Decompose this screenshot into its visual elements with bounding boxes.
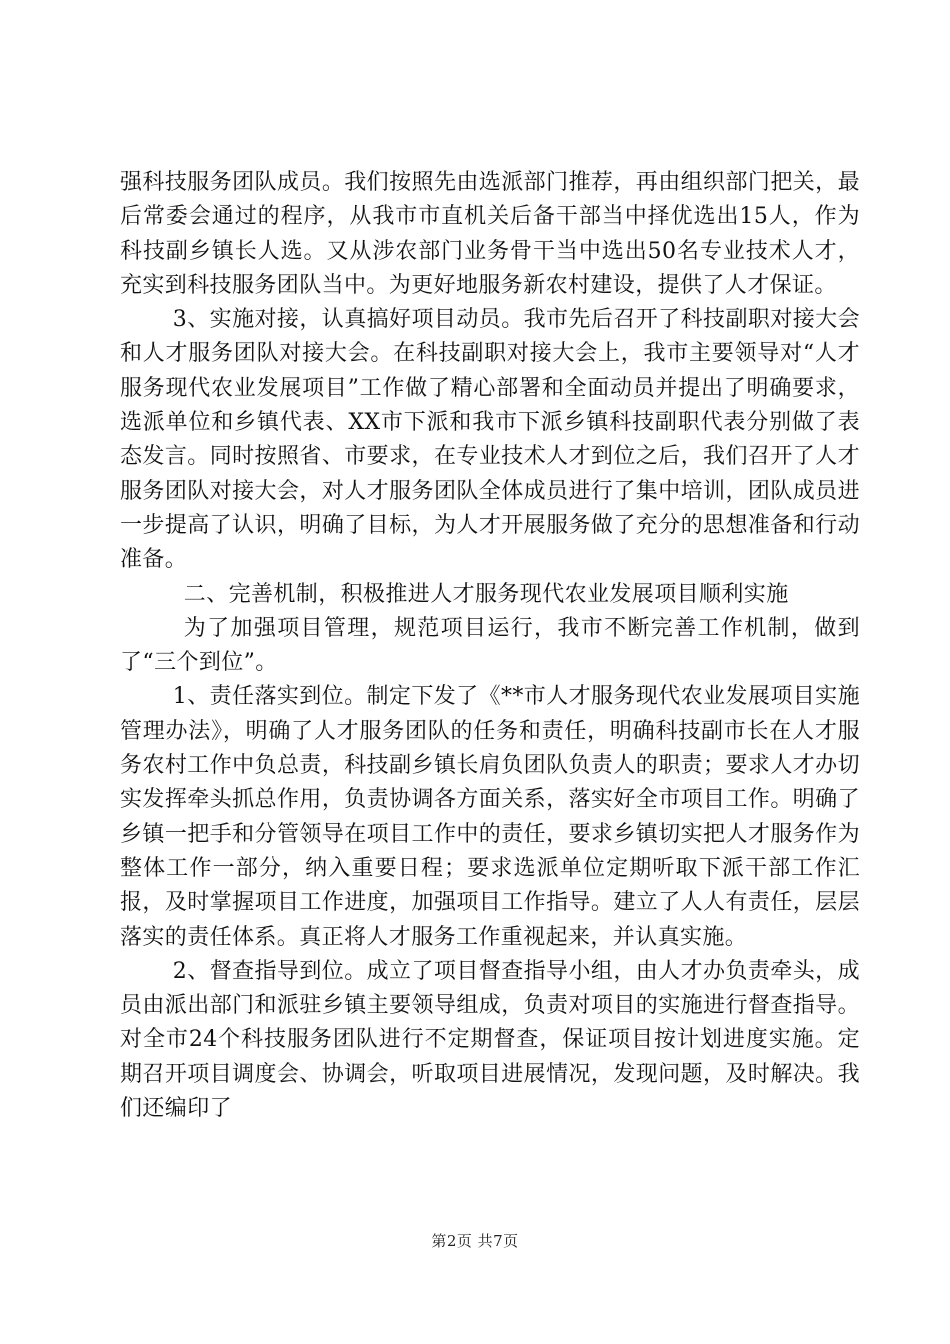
document-body (120, 166, 860, 1126)
section-heading-mechanism: 二、完善机制，积极推进人才服务现代农业发展项目顺利实施 (183, 581, 789, 607)
paragraph-supervision: 2、督查指导到位。成立了项目督查指导小组，由人才办负责牵头，成员由派出部门和派驻乡镇主要领导组成，负责对项目的实施进行督查指导。对全市24个科技服务团队进行不定期督查，保证项目按计划进度实施。定期召开项目调度会、协调会，听取项目进展情况，发现问题，及时解决。我们还编印了 (120, 958, 860, 1122)
paragraph-three-in-place: 为了加强项目管理，规范项目运行，我市不断完善工作机制，做到了“三个到位”。 (120, 615, 860, 676)
page-number-footer: 第2页 共7页 (431, 1232, 519, 1250)
paragraph-team-members: 强科技服务团队成员。我们按照先由选派部门推荐，再由组织部门把关，最后常委会通过的程序，从我市市直机关后备干部当中择优选出15人，作为科技副乡镇长人选。又从涉农部门业务骨干当中选出50名专业技术人才，充实到科技服务团队当中。为更好地服务新农村建设，提供了人才保证。 (120, 170, 860, 298)
paragraph-project-mobilization: 3、实施对接，认真搞好项目动员。我市先后召开了科技副职对接大会和人才服务团队对接大会。在科技副职对接大会上，我市主要领导对“人才服务现代农业发展项目”工作做了精心部署和全面动员并提出了明确要求，选派单位和乡镇代表、XX市下派和我市下派乡镇科技副职代表分别做了表态发言。同时按照省、市要求，在专业技术人才到位之后，我们召开了人才服务团队对接大会，对人才服务团队全体成员进行了集中培训，团队成员进一步提高了认识，明确了目标，为人才开展服务做了充分的思想准备和行动准备。 (120, 307, 860, 573)
paragraph-responsibility: 1、责任落实到位。制定下发了《**市人才服务现代农业发展项目实施管理办法》，明确了人才服务团队的任务和责任，明确科技副市长在人才服务农村工作中负总责，科技副乡镇长肩负团队负责人的职责；要求人才办切实发挥牵头抓总作用，负责协调各方面关系，落实好全市项目工作。明确了乡镇一把手和分管领导在项目工作中的责任，要求乡镇切实把人才服务作为整体工作一部分，纳入重要日程；要求选派单位定期听取下派干部工作汇报，及时掌握项目工作进度，加强项目工作指导。建立了人人有责任，层层落实的责任体系。真正将人才服务工作重视起来，并认真实施。 (120, 684, 860, 950)
